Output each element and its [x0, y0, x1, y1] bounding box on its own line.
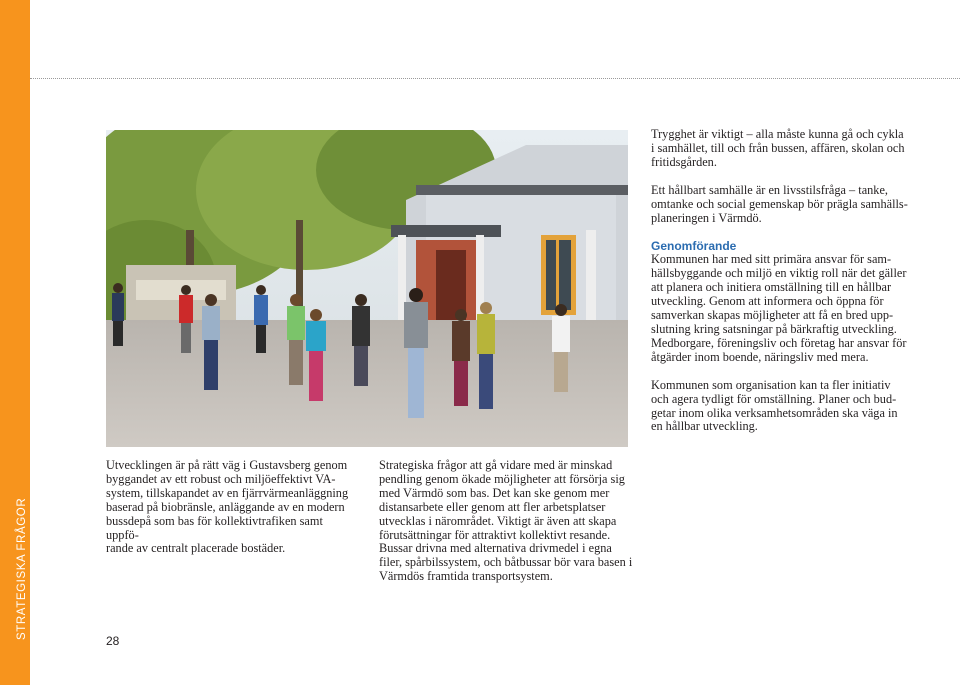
right-column-text	[651, 128, 915, 434]
section-heading: Genomförande	[651, 239, 737, 254]
bottom-middle-column	[379, 459, 637, 584]
paragraph-strategic: Strategiska frågor att gå vidare med är minskad pendling genom ökade möjligheter att försörja sig med Värmdö som bas. Det kan ske genom mer distansarbete eller genom att fler arbetsplatser utvecklas i närområdet. Viktigt är även att skapa förutsättningar för attraktivt kollektivt resande. Bussar drivna med alternativa drivmedel i egna filer, spårbilssystem, och båtbussar bör vara basen i Värmdös framtida transportsystem.	[379, 458, 633, 584]
paragraph-implementation: Kommunen har med sitt primära ansvar för sam- hällsbyggande och miljö en viktig roll när det gäller att planera och initiera omställning till en hållbar utveckling. Genom att informera och öppna för samverkan skapas möjligheter att få en bred upp- slutning kring satsningar på bärkraftig utveckling. Medborgare, föreningsliv och företag har ansvar för åtgärder inom boende, näringsliv med mera.	[651, 252, 907, 364]
paragraph-lifestyle: Ett hållbart samhälle är en livsstilsfråga – tanke, omtanke och social gemenskap bör prägla samhälls- planeringen i Värmdö.	[651, 182, 908, 225]
page-number: 28	[106, 634, 120, 648]
paragraph-gustavsberg: Utvecklingen är på rätt väg i Gustavsberg genom byggandet av ett robust och miljöeffektivt VA- system, tillskapandet av en fjärrvärmeanläggning baserad på biobränsle, anläggande av en modern bussdepå som bas för kollektivtrafiken samt uppfö- rande av centralt placerade bostäder.	[106, 458, 349, 556]
section-label: STRATEGISKA FRÅGOR	[16, 497, 28, 640]
paragraph-safety: Trygghet är viktigt – alla måste kunna gå och cykla i samhället, till och från bussen, affären, skolan och fritidsgården.	[651, 127, 905, 169]
paragraph-organisation: Kommunen som organisation kan ta fler initiativ och agera tydligt för omställning. Planer och bud- getar inom olika verksamhetsområden ska väga in en hållbar utveckling.	[651, 377, 898, 434]
bottom-left-column	[106, 459, 358, 556]
schoolyard-photo	[106, 130, 628, 447]
sidebar-band	[0, 0, 30, 685]
dotted-divider	[30, 78, 960, 79]
